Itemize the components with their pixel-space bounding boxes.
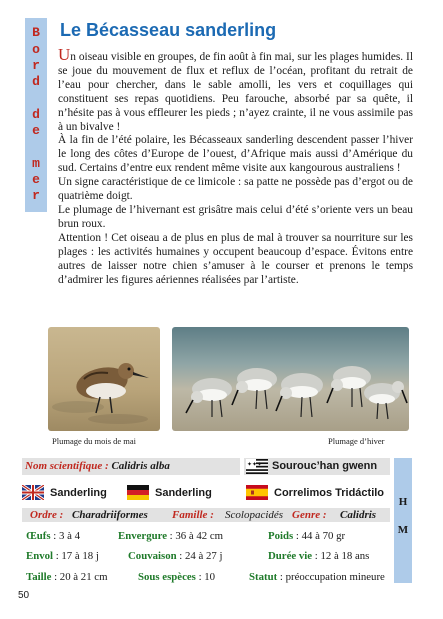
stat-value: : 3 à 4 xyxy=(50,530,80,542)
stat-key: Taille xyxy=(26,571,52,583)
habitat-marker-column xyxy=(394,458,412,583)
stat-value: : 44 à 70 gr xyxy=(293,530,346,542)
breton-name: Sourouc’han gwenn xyxy=(272,460,378,472)
tab-letter: d xyxy=(32,74,40,90)
tab-letter: o xyxy=(32,41,40,57)
genus-label: Genre : xyxy=(292,509,327,521)
stat-incubation xyxy=(128,550,223,562)
marker-h: H xyxy=(398,496,408,508)
paragraph-text: n oiseau visible en groupes, de fin août à fin mai, sur les plages humides. Il se joue du mouvement de flux et reflux de l’océan, profitant du retrait de l’eau pour chercher, dans le sable amolli, les vers et coquillages qui constituent ses repas quotidiens. Peu farouche, absorbé par sa quête, il n’hésite pas à vous effleurer les pieds ; n’ayez crainte, il ne vous assimile pas à un bivalve ! xyxy=(58,51,413,133)
marker-m: M xyxy=(397,524,409,536)
page-title: Le Bécasseau sanderling xyxy=(60,20,277,40)
paragraph: Le plumage de l’hivernant est grisâtre mais celui d’été s’oriente vers un beau brun roux. xyxy=(58,203,413,230)
english-name: Sanderling xyxy=(50,487,107,499)
genus-value: Calidris xyxy=(340,509,377,521)
section-tab xyxy=(25,18,47,212)
page-number: 50 xyxy=(18,590,30,601)
tab-letter: B xyxy=(32,25,40,41)
stat-subspecies xyxy=(138,571,215,583)
caption-winter: Plumage d’hiver xyxy=(328,436,385,446)
caption-summer: Plumage du mois de mai xyxy=(52,436,137,446)
tab-letter: r xyxy=(32,188,40,204)
family-value: Scolopacidés xyxy=(225,509,284,521)
stat-key: Couvaison xyxy=(128,550,177,562)
stat-fledging xyxy=(26,550,99,562)
stat-eggs xyxy=(26,530,80,542)
stat-value: : 17 à 18 j xyxy=(53,550,99,562)
german-flag-icon xyxy=(127,485,149,500)
stat-size xyxy=(26,571,107,583)
stat-value: : 24 à 27 j xyxy=(176,550,223,562)
paragraph: Attention ! Cet oiseau a de plus en plus de mal à trouver sa nourriture sur les plages : les activités humaines y occupent beaucoup d’espace. Évitons entre autres de laisser notre chien s’amuser à le courser et prenons le temps d’admirer les figures aériennes réalisées par l’artiste. xyxy=(58,231,413,286)
german-name: Sanderling xyxy=(155,487,212,499)
photo-summer-plumage xyxy=(48,327,160,431)
paragraph: À la fin de l’été polaire, les Bécasseaux sanderling descendent passer l’hiver le long des côtes d’Europe de l’ouest, d’Afrique mais aussi d’Amérique du sud. Certains d’entre eux rendent même visite aux kangourous australiens ! xyxy=(58,134,413,175)
stat-value: : 10 xyxy=(195,571,216,583)
stat-key: Statut xyxy=(249,571,278,583)
paragraph: Un signe caractéristique de ce limicole : sa patte ne possède pas d’ergot ou de quatrième doigt. xyxy=(58,176,413,203)
order-value: Charadriiformes xyxy=(72,509,148,521)
stat-value: : 12 à 18 ans xyxy=(312,550,370,562)
scientific-name-row xyxy=(22,458,240,475)
stat-key: Œufs xyxy=(26,530,51,542)
scientific-name xyxy=(25,460,170,472)
stat-wingspan xyxy=(118,530,223,542)
stat-value: : préoccupation mineure xyxy=(277,571,385,583)
stat-lifespan xyxy=(268,550,369,562)
photo-winter-plumage xyxy=(172,327,409,431)
tab-letter: e xyxy=(32,172,40,188)
stat-key: Sous espèces xyxy=(138,571,196,583)
stat-status xyxy=(249,571,385,583)
stat-key: Durée vie xyxy=(268,550,313,562)
stat-value: : 20 à 21 cm xyxy=(51,571,108,583)
stat-weight xyxy=(268,530,345,542)
tab-letter: d xyxy=(32,106,40,122)
stat-key: Envol xyxy=(26,550,54,562)
spanish-name: Correlimos Tridáctilo xyxy=(274,487,385,499)
scientific-name-label: Nom scientifique : xyxy=(25,460,112,472)
svg-text:✦✦✦: ✦✦✦ xyxy=(247,462,263,468)
classification-row xyxy=(22,508,390,522)
uk-flag-icon xyxy=(22,485,44,500)
tab-letter: r xyxy=(32,57,40,73)
stat-value: : 36 à 42 cm xyxy=(166,530,224,542)
paragraph xyxy=(58,45,413,134)
family-label: Famille : xyxy=(172,509,214,521)
tab-letter: m xyxy=(32,155,40,171)
stat-key: Poids xyxy=(268,530,294,542)
order-label: Ordre : xyxy=(30,509,64,521)
tab-letter: e xyxy=(32,123,40,139)
stat-key: Envergure xyxy=(118,530,167,542)
drop-cap: U xyxy=(58,45,71,64)
spanish-flag-icon xyxy=(246,485,268,500)
scientific-name-value: Calidris alba xyxy=(111,460,170,472)
breton-flag-icon xyxy=(246,459,268,474)
article-body xyxy=(58,45,413,287)
